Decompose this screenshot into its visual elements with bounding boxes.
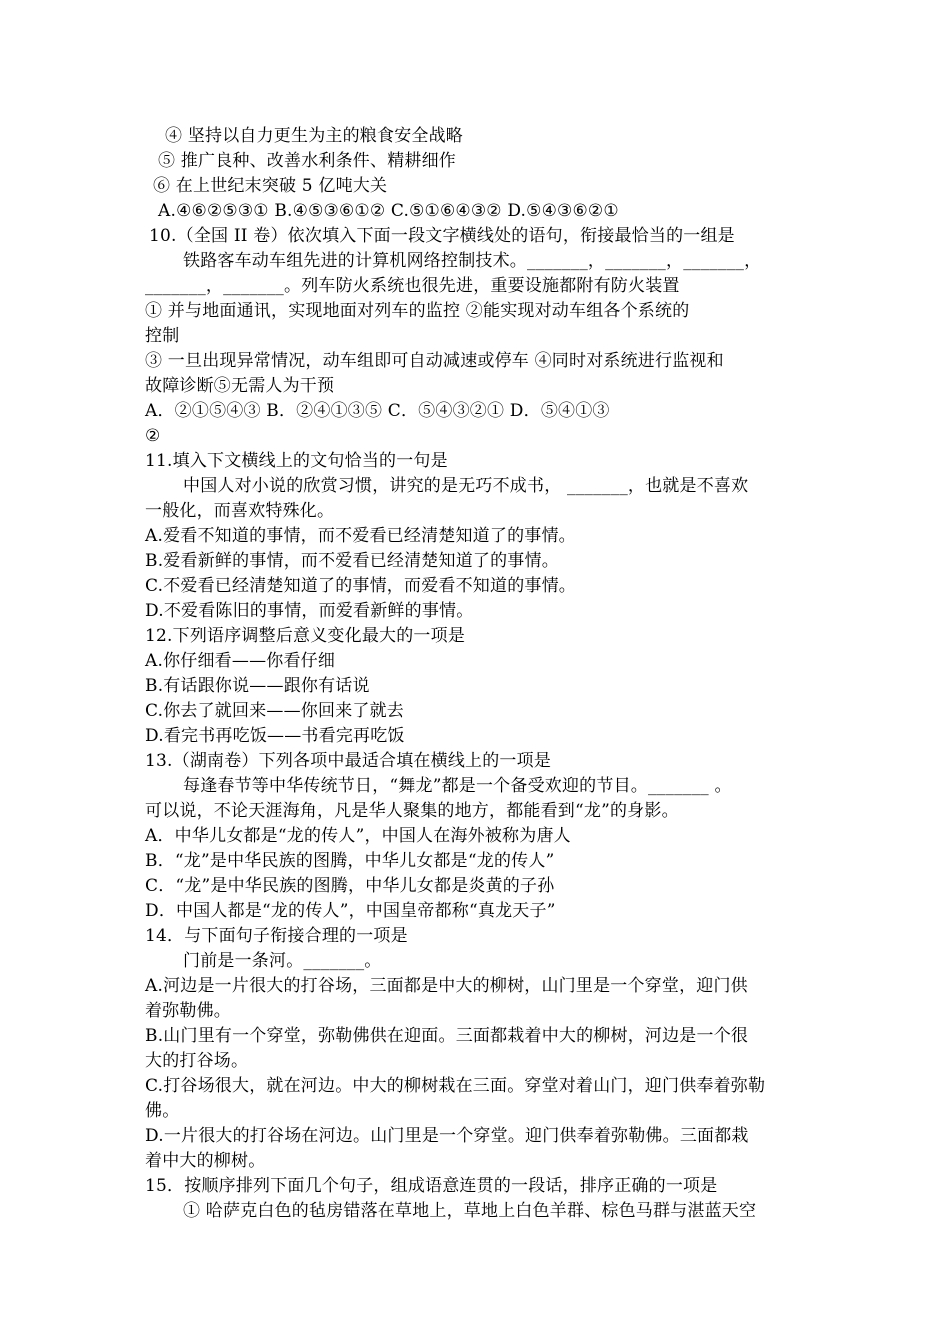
option-line: ⑤ 推广良种、改善水利条件、精耕细作 <box>158 151 457 171</box>
choice-a-cont: 着弥勒佛。 <box>145 1001 231 1021</box>
passage-line: ① 哈萨克白色的毡房错落在草地上，草地上白色羊群、棕色马群与湛蓝天空 <box>183 1201 757 1221</box>
choice-d: D.看完书再吃饭——书看完再吃饭 <box>145 726 405 746</box>
option-line: ③ 一旦出现异常情况，动车组即可自动减速或停车 ④同时对系统进行监视和 <box>145 351 724 371</box>
question-11: 11.填入下文横线上的文句恰当的一句是 <box>145 451 448 471</box>
passage-line: 铁路客车动车组先进的计算机网络控制技术。_______，_______，_______， <box>183 251 762 271</box>
passage-line: 可以说，不论天涯海角，凡是华人聚集的地方，都能看到“龙”的身影。 <box>145 801 679 821</box>
question-15: 15．按顺序排列下面几个句子，组成语意连贯的一段话，排序正确的一项是 <box>145 1176 718 1196</box>
answer-choices: ② <box>145 426 161 446</box>
question-12: 12.下列语序调整后意义变化最大的一项是 <box>145 626 466 646</box>
choice-a: A.爱看不知道的事情，而不爱看已经清楚知道了的事情。 <box>145 526 576 546</box>
passage-line: 一般化，而喜欢特殊化。 <box>145 501 335 521</box>
choice-d: D.不爱看陈旧的事情，而爱看新鲜的事情。 <box>145 601 474 621</box>
question-10: 10.（全国 II 卷）依次填入下面一段文字横线处的语句，衔接最恰当的一组是 <box>149 226 735 246</box>
choice-c: C.不爱看已经清楚知道了的事情，而爱看不知道的事情。 <box>145 576 577 596</box>
answer-choices: A．②①⑤④③ B．②④①③⑤ C．⑤④③②① D．⑤④①③ <box>145 401 610 421</box>
choice-d: D.一片很大的打谷场在河边。山门里是一个穿堂。迎门供奉着弥勒佛。三面都栽 <box>145 1126 749 1146</box>
choice-d: D．中国人都是“龙的传人”，中国皇帝都称“真龙天子” <box>145 901 556 921</box>
question-13: 13.（湖南卷）下列各项中最适合填在横线上的一项是 <box>145 751 552 771</box>
choice-a: A．中华儿女都是“龙的传人”，中国人在海外被称为唐人 <box>145 826 571 846</box>
passage-line: _______，_______。列车防火系统也很先进，重要设施都附有防火装置 <box>145 276 680 296</box>
choice-b-cont: 大的打谷场。 <box>145 1051 249 1071</box>
passage-line: 门前是一条河。_______。 <box>183 951 382 971</box>
choice-b: B.山门里有一个穿堂，弥勒佛供在迎面。三面都栽着中大的柳树，河边是一个很 <box>145 1026 749 1046</box>
option-line: 故障诊断⑤无需人为干预 <box>145 376 335 396</box>
choice-b: B.有话跟你说——跟你有话说 <box>145 676 370 696</box>
question-14: 14．与下面句子衔接合理的一项是 <box>145 926 408 946</box>
option-line: ⑥ 在上世纪末突破 5 亿吨大关 <box>153 176 388 196</box>
passage-line: 中国人对小说的欣赏习惯，讲究的是无巧不成书， _______，也就是不喜欢 <box>183 476 749 496</box>
choice-c: C.你去了就回来——你回来了就去 <box>145 701 405 721</box>
choice-b: B．“龙”是中华民族的图腾，中华儿女都是“龙的传人” <box>145 851 555 871</box>
choice-c: C．“龙”是中华民族的图腾，中华儿女都是炎黄的子孙 <box>145 876 555 896</box>
option-line: ① 并与地面通讯，实现地面对列车的监控 ②能实现对动车组各个系统的 <box>145 301 690 321</box>
choice-c-cont: 佛。 <box>145 1101 180 1121</box>
answer-choices: A.④⑥②⑤③① B.④⑤③⑥①② C.⑤①⑥④③② D.⑤④③⑥②① <box>158 201 619 221</box>
choice-d-cont: 着中大的柳树。 <box>145 1151 266 1171</box>
choice-a: A.你仔细看——你看仔细 <box>145 651 336 671</box>
passage-line: 每逢春节等中华传统节日，“舞龙”都是一个备受欢迎的节目。_______ 。 <box>183 776 732 796</box>
choice-b: B.爱看新鲜的事情，而不爱看已经清楚知道了的事情。 <box>145 551 559 571</box>
option-line: 控制 <box>145 326 180 346</box>
choice-c: C.打谷场很大，就在河边。中大的柳树栽在三面。穿堂对着山门，迎门供奉着弥勒 <box>145 1076 766 1096</box>
option-line: ④ 坚持以自力更生为主的粮食安全战略 <box>165 126 464 146</box>
choice-a: A.河边是一片很大的打谷场，三面都是中大的柳树，山门里是一个穿堂，迎门供 <box>145 976 748 996</box>
